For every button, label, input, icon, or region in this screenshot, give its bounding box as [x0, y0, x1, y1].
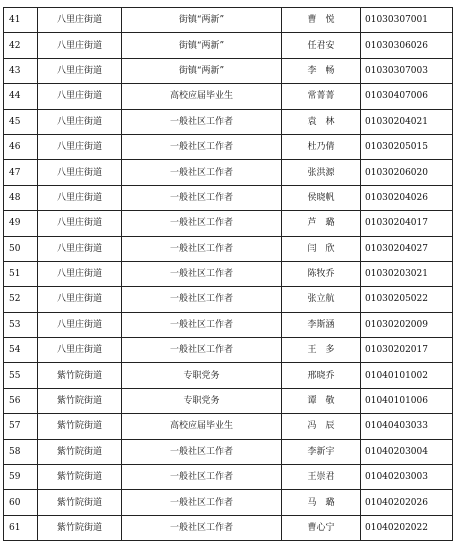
row-index: 45 [4, 109, 38, 134]
position-cell: 一般社区工作者 [122, 211, 282, 236]
street-cell: 紫竹院街道 [38, 363, 122, 388]
exam-id-cell: 01040101002 [361, 363, 453, 388]
exam-id-cell: 01030203021 [361, 261, 453, 286]
row-index: 52 [4, 287, 38, 312]
exam-id-cell: 01030204021 [361, 109, 453, 134]
position-cell: 街镇“两新” [122, 8, 282, 33]
street-cell: 八里庄街道 [38, 160, 122, 185]
position-cell: 一般社区工作者 [122, 109, 282, 134]
exam-id-cell: 01030307001 [361, 8, 453, 33]
position-cell: 一般社区工作者 [122, 160, 282, 185]
exam-id-cell: 01030307003 [361, 58, 453, 83]
name-cell: 李斯涵 [282, 312, 361, 337]
street-cell: 紫竹院街道 [38, 388, 122, 413]
row-index: 41 [4, 8, 38, 33]
name-cell: 张立航 [282, 287, 361, 312]
position-cell: 街镇“两新” [122, 33, 282, 58]
street-cell: 八里庄街道 [38, 8, 122, 33]
name-cell: 曹 悦 [282, 8, 361, 33]
exam-id-cell: 01030407006 [361, 84, 453, 109]
position-cell: 一般社区工作者 [122, 439, 282, 464]
name-cell: 闫 欣 [282, 236, 361, 261]
exam-id-cell: 01030204027 [361, 236, 453, 261]
street-cell: 八里庄街道 [38, 58, 122, 83]
row-index: 46 [4, 134, 38, 159]
street-cell: 紫竹院街道 [38, 465, 122, 490]
exam-id-cell: 01030204017 [361, 211, 453, 236]
exam-id-cell: 01030306026 [361, 33, 453, 58]
exam-id-cell: 01030206020 [361, 160, 453, 185]
exam-id-cell: 01040202026 [361, 490, 453, 515]
street-cell: 八里庄街道 [38, 33, 122, 58]
personnel-table-body [4, 8, 453, 541]
street-cell: 八里庄街道 [38, 236, 122, 261]
name-cell: 曹心宁 [282, 515, 361, 540]
position-cell: 高校应届毕业生 [122, 84, 282, 109]
name-cell: 王 多 [282, 338, 361, 363]
position-cell: 一般社区工作者 [122, 287, 282, 312]
row-index: 58 [4, 439, 38, 464]
name-cell: 王崇君 [282, 465, 361, 490]
table-row [4, 33, 453, 58]
position-cell: 一般社区工作者 [122, 465, 282, 490]
position-cell: 一般社区工作者 [122, 515, 282, 540]
name-cell: 邢晓乔 [282, 363, 361, 388]
name-cell: 任君安 [282, 33, 361, 58]
street-cell: 八里庄街道 [38, 312, 122, 337]
table-row [4, 338, 453, 363]
exam-id-cell: 01030202009 [361, 312, 453, 337]
name-cell: 芦 璐 [282, 211, 361, 236]
row-index: 44 [4, 84, 38, 109]
position-cell: 一般社区工作者 [122, 338, 282, 363]
street-cell: 紫竹院街道 [38, 490, 122, 515]
exam-id-cell: 01030202017 [361, 338, 453, 363]
personnel-table [3, 7, 453, 541]
exam-id-cell: 01040203004 [361, 439, 453, 464]
table-row [4, 515, 453, 540]
table-row [4, 287, 453, 312]
table-row [4, 465, 453, 490]
street-cell: 八里庄街道 [38, 211, 122, 236]
name-cell: 杜乃倩 [282, 134, 361, 159]
row-index: 60 [4, 490, 38, 515]
row-index: 50 [4, 236, 38, 261]
row-index: 47 [4, 160, 38, 185]
table-row [4, 236, 453, 261]
row-index: 59 [4, 465, 38, 490]
name-cell: 马 璐 [282, 490, 361, 515]
table-row [4, 388, 453, 413]
street-cell: 紫竹院街道 [38, 439, 122, 464]
street-cell: 八里庄街道 [38, 338, 122, 363]
table-row [4, 363, 453, 388]
row-index: 42 [4, 33, 38, 58]
row-index: 53 [4, 312, 38, 337]
row-index: 43 [4, 58, 38, 83]
street-cell: 八里庄街道 [38, 109, 122, 134]
exam-id-cell: 01030205015 [361, 134, 453, 159]
table-row [4, 84, 453, 109]
street-cell: 八里庄街道 [38, 185, 122, 210]
row-index: 56 [4, 388, 38, 413]
table-row [4, 134, 453, 159]
name-cell: 张洪源 [282, 160, 361, 185]
street-cell: 紫竹院街道 [38, 515, 122, 540]
name-cell: 冯 辰 [282, 414, 361, 439]
table-row [4, 261, 453, 286]
row-index: 55 [4, 363, 38, 388]
exam-id-cell: 01040101006 [361, 388, 453, 413]
table-row [4, 109, 453, 134]
row-index: 57 [4, 414, 38, 439]
position-cell: 一般社区工作者 [122, 261, 282, 286]
exam-id-cell: 01030205022 [361, 287, 453, 312]
street-cell: 八里庄街道 [38, 134, 122, 159]
table-row [4, 439, 453, 464]
exam-id-cell: 01030204026 [361, 185, 453, 210]
street-cell: 八里庄街道 [38, 287, 122, 312]
position-cell: 一般社区工作者 [122, 185, 282, 210]
exam-id-cell: 01040202022 [361, 515, 453, 540]
name-cell: 袁 林 [282, 109, 361, 134]
table-row [4, 8, 453, 33]
exam-id-cell: 01040203003 [361, 465, 453, 490]
table-row [4, 211, 453, 236]
position-cell: 高校应届毕业生 [122, 414, 282, 439]
table-row [4, 312, 453, 337]
street-cell: 八里庄街道 [38, 84, 122, 109]
exam-id-cell: 01040403033 [361, 414, 453, 439]
name-cell: 陈牧乔 [282, 261, 361, 286]
table-row [4, 160, 453, 185]
street-cell: 紫竹院街道 [38, 414, 122, 439]
street-cell: 八里庄街道 [38, 261, 122, 286]
name-cell: 常菁菁 [282, 84, 361, 109]
name-cell: 侯晓帆 [282, 185, 361, 210]
row-index: 49 [4, 211, 38, 236]
table-row [4, 490, 453, 515]
position-cell: 一般社区工作者 [122, 134, 282, 159]
row-index: 54 [4, 338, 38, 363]
row-index: 48 [4, 185, 38, 210]
position-cell: 一般社区工作者 [122, 236, 282, 261]
name-cell: 李 畅 [282, 58, 361, 83]
position-cell: 专职党务 [122, 363, 282, 388]
name-cell: 谭 敬 [282, 388, 361, 413]
table-row [4, 58, 453, 83]
position-cell: 街镇“两新” [122, 58, 282, 83]
table-row [4, 414, 453, 439]
row-index: 51 [4, 261, 38, 286]
position-cell: 一般社区工作者 [122, 312, 282, 337]
row-index: 61 [4, 515, 38, 540]
position-cell: 专职党务 [122, 388, 282, 413]
name-cell: 李新宇 [282, 439, 361, 464]
position-cell: 一般社区工作者 [122, 490, 282, 515]
table-row [4, 185, 453, 210]
